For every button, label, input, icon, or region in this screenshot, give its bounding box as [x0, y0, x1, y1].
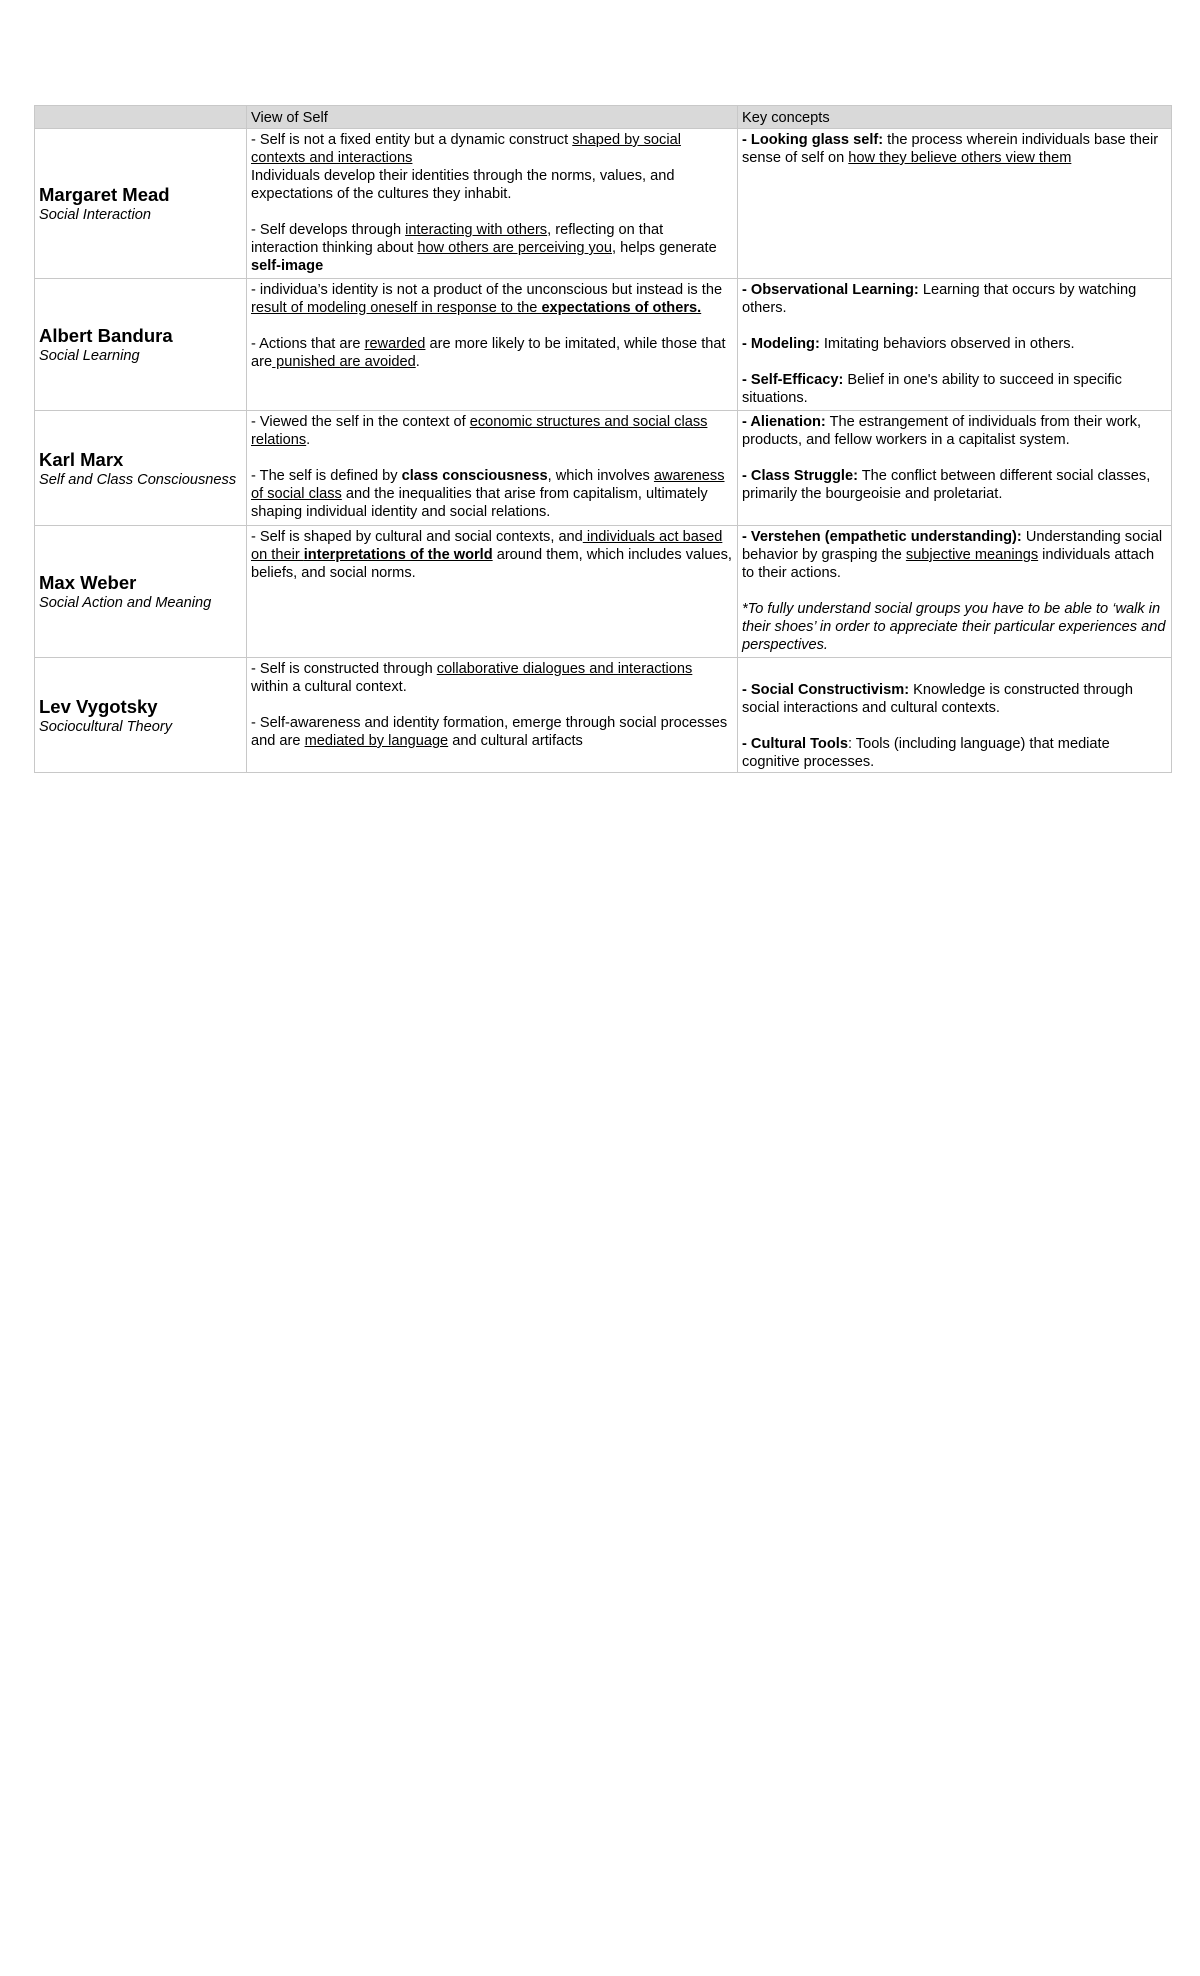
header-cell-key-concepts: Key concepts — [738, 106, 1172, 129]
view-paragraph — [251, 467, 733, 521]
underlined-text: how others are perceiving you — [417, 240, 613, 256]
view-paragraph — [251, 335, 733, 371]
concept-paragraph — [742, 131, 1167, 167]
theorist-subtitle: Social Learning — [39, 348, 140, 364]
theorist-name: Max Weber — [39, 572, 137, 593]
paragraph-gap — [742, 717, 1167, 735]
text-segment: and cultural artifacts — [448, 733, 583, 749]
text-segment: : Tools (including language) that mediate cognitive processes. — [742, 736, 1110, 770]
bold-text: class consciousness — [401, 468, 548, 484]
table-row — [35, 411, 1172, 526]
concept-term: - Observational Learning: — [742, 282, 919, 298]
key-concepts-cell — [738, 526, 1172, 658]
concept-paragraph — [742, 528, 1167, 582]
concept-term: - Looking glass self: — [742, 132, 884, 148]
text-segment: and the inequalities that arise from capitalism, ultimately shaping individual identity and social relations. — [251, 486, 708, 520]
text-segment: - Actions that are — [251, 336, 365, 352]
text-segment: Imitating behaviors observed in others. — [819, 336, 1075, 352]
view-paragraph — [251, 221, 733, 275]
concept-note: *To fully understand social groups you have to be able to ‘walk in their shoes’ in order to appreciate their particular experiences and perspectives. — [742, 601, 1166, 653]
text-segment: - Self is shaped by cultural and social contexts, and — [251, 529, 583, 545]
theorist-subtitle: Sociocultural Theory — [39, 718, 173, 735]
bold-underlined-text: expectations of others. — [541, 300, 702, 316]
concept-paragraph — [742, 735, 1167, 771]
bold-text: self-image — [251, 258, 324, 274]
view-paragraph — [251, 528, 733, 582]
header-cell-name — [35, 106, 247, 129]
underlined-text: collaborative dialogues and interactions — [436, 661, 693, 677]
view-paragraph — [251, 413, 733, 449]
theorists-table — [34, 105, 1172, 773]
underlined-text: how they believe others view them — [848, 150, 1072, 166]
view-of-self-cell — [247, 279, 738, 411]
text-segment: The estrangement of individuals from their work, products, and fellow workers in a capitalist system. — [742, 414, 1142, 448]
concept-term: - Cultural Tools — [742, 736, 848, 752]
theorist-cell — [35, 658, 247, 773]
paragraph-gap — [742, 353, 1167, 371]
underlined-text: subjective meanings — [905, 547, 1039, 563]
header-row — [35, 106, 1172, 129]
text-segment: - Viewed the self in the context of — [251, 414, 470, 430]
paragraph-gap — [251, 696, 733, 714]
theorist-name: Albert Bandura — [39, 325, 173, 346]
paragraph-gap — [251, 317, 733, 335]
underlined-text: interacting with others — [405, 222, 548, 238]
bold-underlined-text: interpretations of the world — [303, 547, 493, 563]
view-paragraph — [251, 131, 733, 167]
view-paragraph — [251, 281, 733, 317]
key-concepts-cell — [738, 658, 1172, 773]
text-segment: around them, which includes values, beliefs, and social norms. — [251, 547, 732, 581]
theorist-subtitle: Self and Class Consciousness — [39, 471, 237, 488]
paragraph-gap — [742, 317, 1167, 335]
key-concepts-cell — [738, 279, 1172, 411]
concept-paragraph — [742, 335, 1167, 353]
text-segment: - individua’s identity is not a product of the unconscious but instead is the — [251, 282, 723, 298]
concept-term: - Social Constructivism: — [742, 682, 910, 698]
concept-paragraph — [742, 681, 1167, 717]
text-segment: . — [306, 432, 311, 448]
text-segment: - Self is not a fixed entity but a dynamic construct — [251, 132, 573, 148]
table-row — [35, 129, 1172, 279]
theorist-cell — [35, 526, 247, 658]
theorist-cell — [35, 129, 247, 279]
text-segment: - Self is constructed through — [251, 661, 437, 677]
view-paragraph: Individuals develop their identities through the norms, values, and expectations of the cultures they inhabit. — [251, 168, 675, 202]
text-segment: the process wherein individuals base their sense of self on — [742, 132, 1159, 166]
view-paragraph — [251, 660, 733, 696]
theorist-cell — [35, 411, 247, 526]
theorist-name: Lev Vygotsky — [39, 695, 158, 717]
text-segment: within a cultural context. — [251, 679, 407, 695]
table-row — [35, 658, 1172, 773]
underlined-text: awareness of social class — [251, 468, 725, 502]
text-segment: , which involves — [547, 468, 654, 484]
header-cell-view-of-self: View of Self — [247, 106, 738, 129]
underlined-text: punished are avoided — [272, 354, 416, 370]
text-segment: . — [415, 354, 420, 370]
text-segment: - Self develops through — [251, 222, 406, 238]
text-segment: - The self is defined by — [251, 468, 402, 484]
underlined-text: shaped by social contexts and interactions — [251, 132, 681, 166]
text-segment: are more likely to be imitated, while those that are — [251, 336, 726, 370]
text-segment: Belief in one's ability to succeed in specific situations. — [742, 372, 1122, 406]
concept-term: - Class Struggle: — [742, 468, 858, 484]
text-segment: Understanding social behavior by grasping the — [742, 529, 1163, 563]
view-of-self-cell — [247, 526, 738, 658]
view-of-self-cell — [247, 129, 738, 279]
theorist-subtitle: Social Action and Meaning — [39, 595, 212, 611]
concept-paragraph — [742, 371, 1167, 407]
view-paragraph — [251, 714, 733, 750]
theorist-name: Karl Marx — [39, 448, 124, 470]
key-concepts-cell — [738, 411, 1172, 526]
underlined-text: individuals act based on their — [251, 529, 723, 563]
underlined-text: result of modeling oneself in response to the — [251, 300, 542, 316]
paragraph-gap — [742, 582, 1167, 600]
concept-paragraph — [742, 413, 1167, 449]
key-concepts-cell — [738, 129, 1172, 279]
text-segment: Knowledge is constructed through social interactions and cultural contexts. — [742, 682, 1133, 716]
underlined-text: mediated by language — [304, 733, 449, 749]
theorist-name: Margaret Mead — [39, 184, 170, 205]
table-row — [35, 279, 1172, 411]
paragraph-gap — [742, 449, 1167, 467]
concept-term: - Verstehen (empathetic understanding): — [742, 529, 1022, 545]
text-segment: The conflict between different social classes, primarily the bourgeoisie and proletariat. — [742, 468, 1151, 502]
concept-term: - Self-Efficacy: — [742, 372, 844, 388]
concept-paragraph — [742, 281, 1167, 317]
text-segment: Learning that occurs by watching others. — [742, 282, 1137, 316]
text-segment: , helps generate — [612, 240, 717, 256]
underlined-text: economic structures and social class relations — [251, 414, 708, 448]
concept-term: - Alienation: — [742, 414, 826, 430]
text-segment: - Self-awareness and identity formation, emerge through social processes and are — [251, 715, 728, 749]
theorist-subtitle: Social Interaction — [39, 207, 151, 223]
table-row — [35, 526, 1172, 658]
text-segment: , reflecting on that interaction thinking about — [251, 222, 664, 256]
paragraph-gap — [251, 203, 733, 221]
concept-paragraph — [742, 467, 1167, 503]
theorist-cell — [35, 279, 247, 411]
underlined-text: rewarded — [364, 336, 426, 352]
paragraph-gap — [251, 449, 733, 467]
view-of-self-cell — [247, 658, 738, 773]
concept-term: - Modeling: — [742, 336, 820, 352]
view-of-self-cell — [247, 411, 738, 526]
text-segment: individuals attach to their actions. — [742, 547, 1155, 581]
